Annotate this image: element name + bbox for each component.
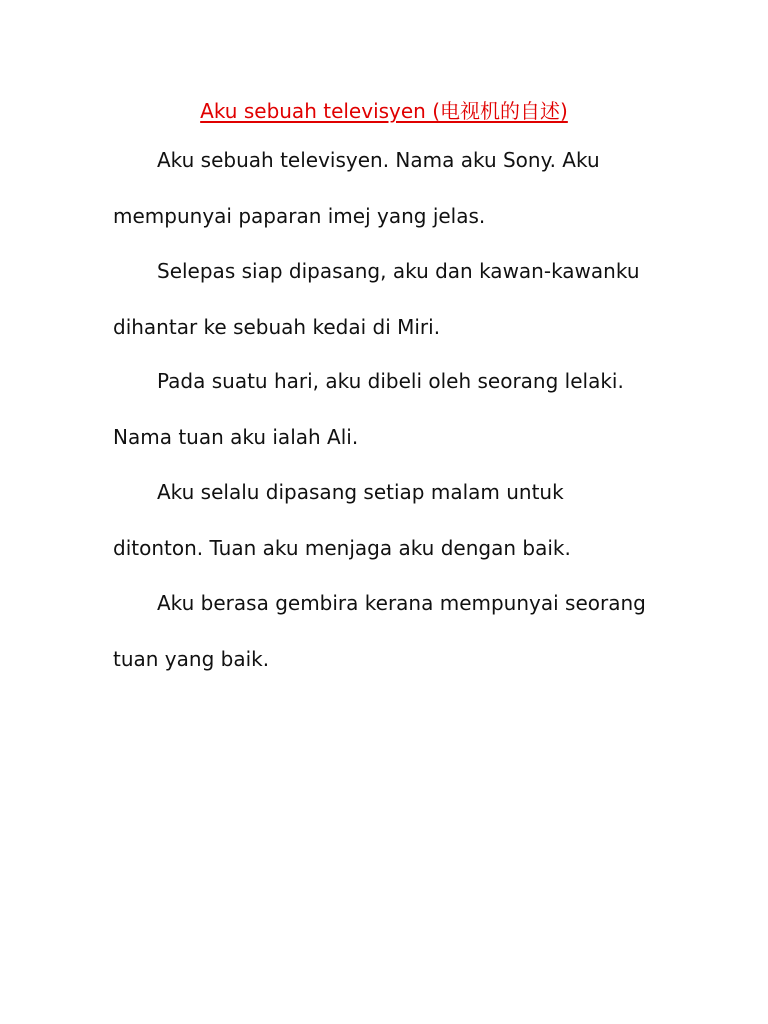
paragraph-1 xyxy=(113,132,693,244)
paragraph-line: tuan yang baik. xyxy=(113,647,270,671)
paragraph-line: Pada suatu hari, aku dibeli oleh seorang lelaki. xyxy=(157,369,624,393)
paragraph-line: Aku sebuah televisyen. Nama aku Sony. Aku xyxy=(157,148,600,172)
paragraph-line: Nama tuan aku ialah Ali. xyxy=(113,425,359,449)
paragraph-line: Aku selalu dipasang setiap malam untuk xyxy=(157,480,564,504)
paragraph-4 xyxy=(113,464,693,576)
paragraph-2 xyxy=(113,243,693,355)
document-title-text: Aku sebuah televisyen (电视机的自述) xyxy=(200,99,568,123)
paragraph-5 xyxy=(113,575,693,687)
paragraph-3 xyxy=(113,353,693,465)
document-title xyxy=(0,96,768,126)
paragraph-line: ditonton. Tuan aku menjaga aku dengan baik. xyxy=(113,536,571,560)
paragraph-line: Selepas siap dipasang, aku dan kawan-kawanku xyxy=(157,259,640,283)
paragraph-line: mempunyai paparan imej yang jelas. xyxy=(113,204,486,228)
paragraph-line: Aku berasa gembira kerana mempunyai seorang xyxy=(157,591,646,615)
paragraph-line: dihantar ke sebuah kedai di Miri. xyxy=(113,315,441,339)
